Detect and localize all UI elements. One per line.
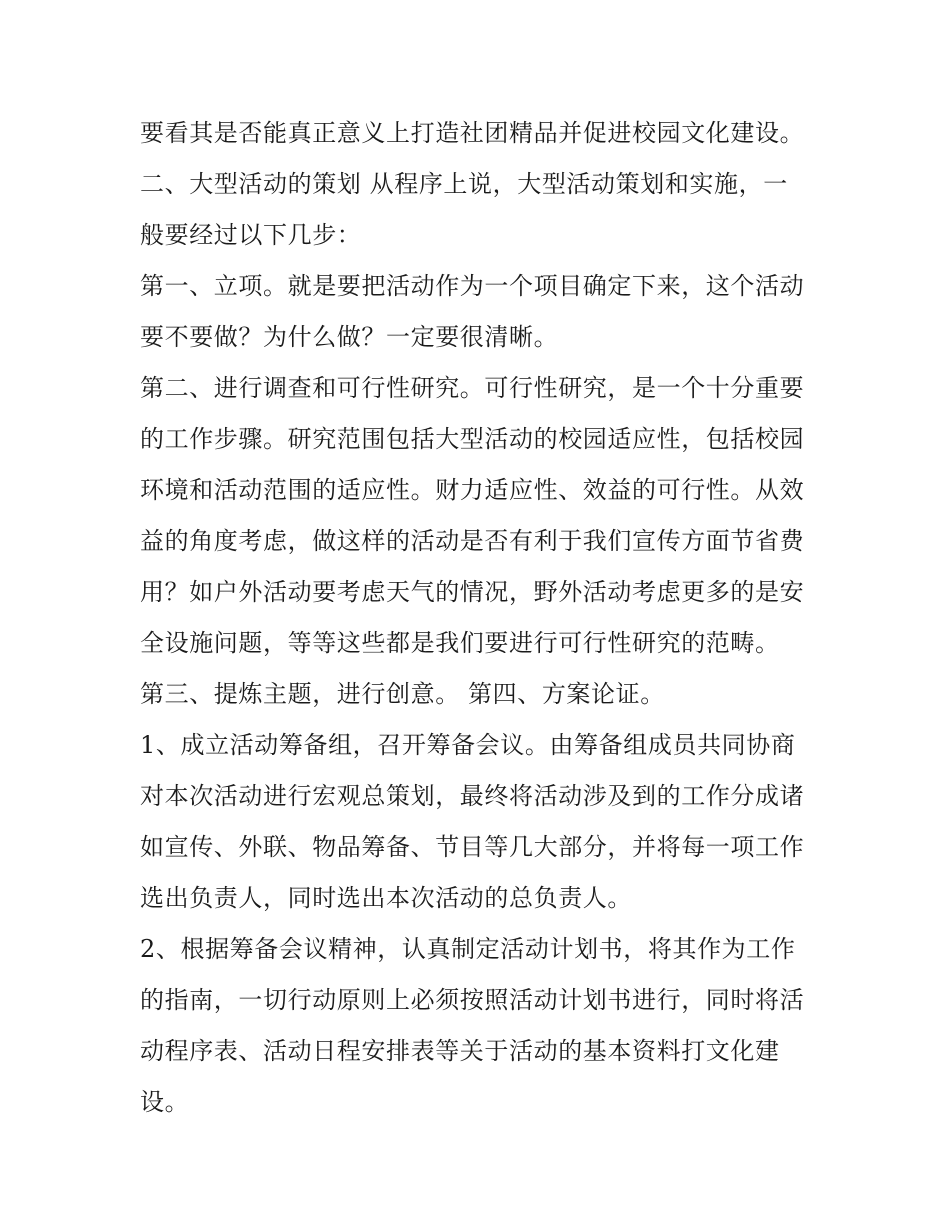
text-line: 第二、进行调查和可行性研究。可行性研究，是一个十分重要 bbox=[140, 374, 805, 402]
text-line: 2、根据筹备会议精神，认真制定活动计划书，将其作为工作 bbox=[140, 935, 796, 963]
text-line: 第三、提炼主题，进行创意。 第四、方案论证。 bbox=[140, 680, 665, 708]
text-line: 的指南，一切行动原则上必须按照活动计划书进行，同时将活 bbox=[140, 986, 805, 1014]
text-line: 全设施问题，等等这些都是我们要进行可行性研究的范畴。 bbox=[140, 629, 780, 657]
text-line: 如宣传、外联、物品筹备、节目等几大部分，并将每一项工作 bbox=[140, 833, 805, 861]
document-body bbox=[140, 108, 820, 1128]
text-line: 要看其是否能真正意义上打造社团精品并促进校园文化建设。 bbox=[140, 119, 805, 147]
text-line: 益的角度考虑，做这样的活动是否有利于我们宣传方面节省费 bbox=[140, 527, 805, 555]
text-line: 要不要做？为什么做？一定要很清晰。 bbox=[140, 323, 559, 351]
text-line: 的工作步骤。研究范围包括大型活动的校园适应性，包括校园 bbox=[140, 425, 805, 453]
text-line: 第一、立项。就是要把活动作为一个项目确定下来，这个活动 bbox=[140, 272, 805, 300]
text-line: 动程序表、活动日程安排表等关于活动的基本资料打文化建 bbox=[140, 1037, 780, 1065]
text-line: 设。 bbox=[140, 1088, 190, 1116]
text-line: 1、成立活动筹备组，召开筹备会议。由筹备组成员共同协商 bbox=[140, 731, 796, 759]
text-line: 般要经过以下几步： bbox=[140, 221, 362, 249]
text-line: 对本次活动进行宏观总策划，最终将活动涉及到的工作分成诸 bbox=[140, 782, 805, 810]
text-line: 二、大型活动的策划 从程序上说，大型活动策划和实施，一 bbox=[140, 170, 788, 198]
text-line: 选出负责人，同时选出本次活动的总负责人。 bbox=[140, 884, 632, 912]
text-line: 用？如户外活动要考虑天气的情况，野外活动考虑更多的是安 bbox=[140, 578, 805, 606]
text-line: 环境和活动范围的适应性。财力适应性、效益的可行性。从效 bbox=[140, 476, 805, 504]
